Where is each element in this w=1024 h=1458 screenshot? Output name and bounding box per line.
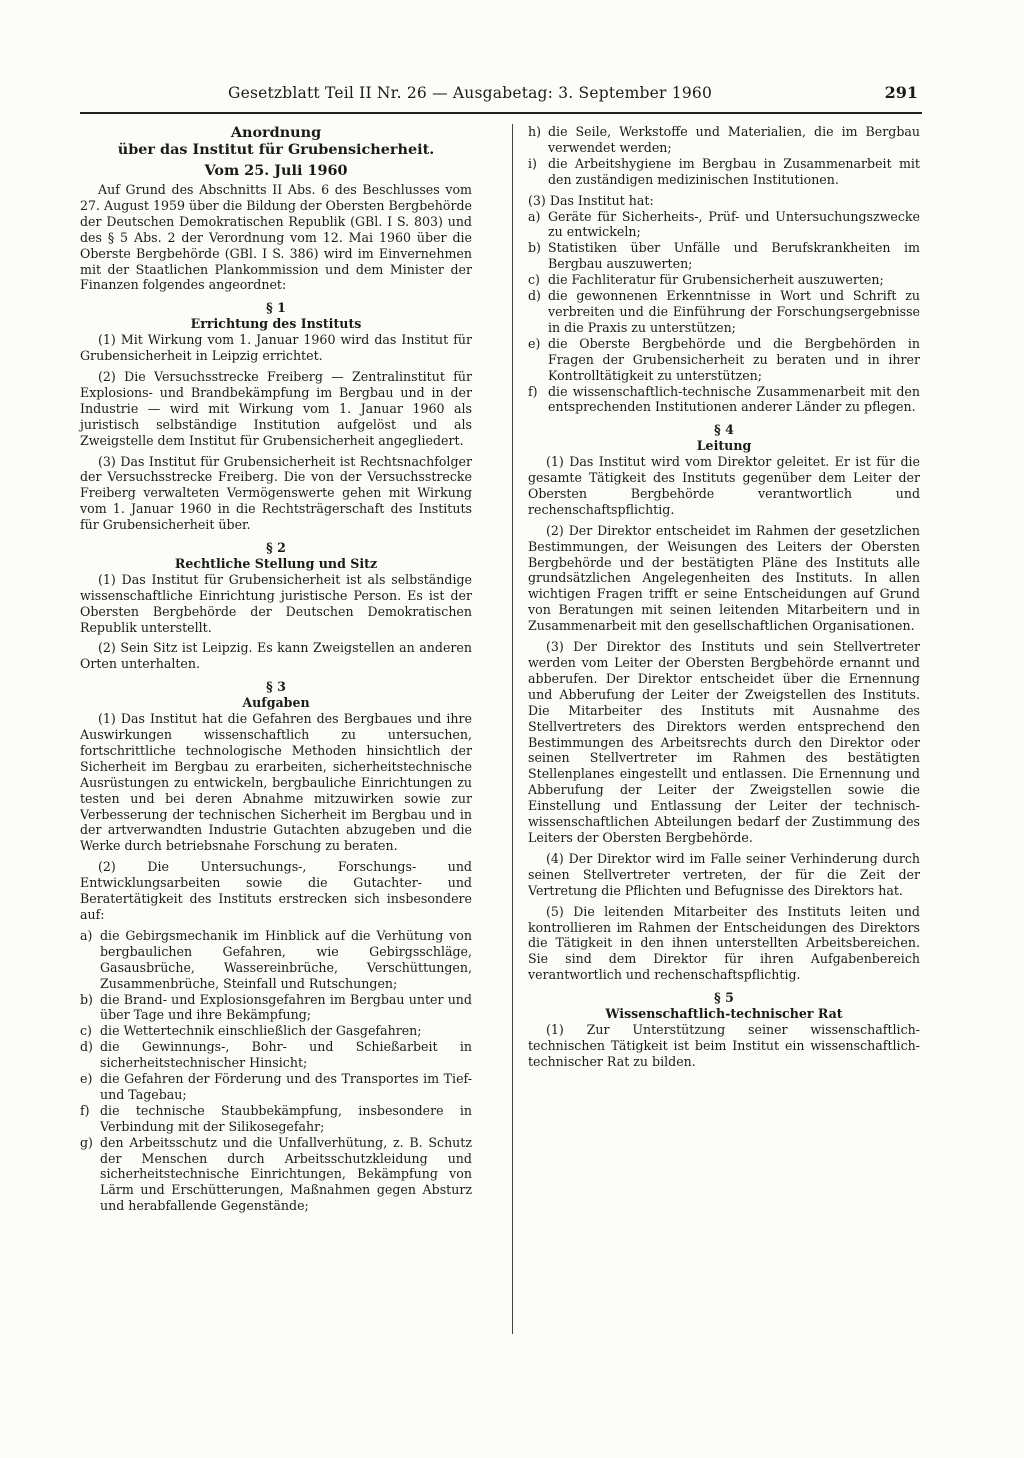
list-item: f) die technische Staubbekämpfung, insbesondere in Verbindung mit der Silikosegefahr; bbox=[80, 1102, 472, 1134]
list-item: a) die Gebirgsmechanik im Hinblick auf die Verhütung von bergbaulichen Gefahren, wie Gebirgsschläge, Gasausbrüche, Wassereinbrüche, Verschüttungen, Zusammenbrüche, Steinfall und Rutschungen; bbox=[80, 927, 472, 991]
list-item: g) den Arbeitsschutz und die Unfallverhütung, z. B. Schutz der Menschen durch Arbeitsschutzkleidung und sicherheitstechnische Einrichtungen, Bekämpfung von Lärm und Erschütterungen, Maßnahmen gegen Absturz und herabfallende Gegenstände; bbox=[80, 1134, 472, 1214]
right-column bbox=[528, 124, 920, 1070]
list-item: a) Geräte für Sicherheits-, Prüf- und Untersuchungszwecke zu entwickeln; bbox=[528, 208, 920, 240]
section-1-number: § 1 bbox=[266, 300, 286, 316]
s4-paragraph-1: (1) Das Institut wird vom Direktor geleitet. Er ist für die gesamte Tätigkeit des Instituts gegenüber dem Leiter der Obersten Bergbehörde verantwortlich und rechenschaftspflichtig. bbox=[528, 454, 920, 517]
title-line-2: über das Institut für Grubensicherheit. bbox=[117, 141, 435, 158]
s1-paragraph-2: (2) Die Versuchsstrecke Freiberg — Zentralinstitut für Explosions- und Brandbekämpfung im Bergbau und in der Industrie — wird mit Wirkung vom 1. Januar 1960 als juristisch selbständige Institution aufgelöst und als Zweigstelle dem Institut für Grubensicherheit angegliedert. bbox=[80, 368, 472, 448]
list-item: c) die Wettertechnik einschließlich der Gasgefahren; bbox=[80, 1023, 422, 1039]
header-rule bbox=[80, 112, 922, 114]
list-item: d) die gewonnenen Erkenntnisse in Wort und Schrift zu verbreiten und die Einführung der Forschungsergebnisse in die Praxis zu unterstützen; bbox=[528, 288, 920, 335]
s4-paragraph-4: (4) Der Direktor wird im Falle seiner Verhinderung durch seinen Stellvertreter vertreten, der für die Zeit der Vertretung die Pflichten und Befugnisse des Direktors hat. bbox=[528, 850, 920, 898]
s4-paragraph-5: (5) Die leitenden Mitarbeiter des Instituts leiten und kontrollieren im Rahmen der Entscheidungen des Direktors die Tätigkeit in den ihnen unterstellten Arbeitsbereichen. Sie sind dem Direktor für ihren Aufgabenbereich verantwortlich und rechenschaftspflichtig. bbox=[528, 903, 920, 983]
list-item: h) die Seile, Werkstoffe und Materialien, die im Bergbau verwendet werden; bbox=[528, 124, 920, 155]
list-item: i) die Arbeitshygiene im Bergbau in Zusammenarbeit mit den zuständigen medizinischen Institutionen. bbox=[528, 155, 920, 187]
preamble: Auf Grund des Abschnitts II Abs. 6 des Beschlusses vom 27. August 1959 über die Bildung der Obersten Bergbehörde der Deutschen Demokratischen Republik (GBl. I S. 803) und des § 5 Abs. 2 der Verordnung vom 12. Mai 1960 über die Oberste Bergbehörde (GBl. I S. 386) wird im Einvernehmen mit der Staatlichen Plankommission und dem Minister der Finanzen folgendes angeordnet: bbox=[80, 182, 472, 293]
list-item: b) Statistiken über Unfälle und Berufskrankheiten im Bergbau auszuwerten; bbox=[528, 240, 920, 272]
s5-paragraph-1: (1) Zur Unterstützung seiner wissenschaftlich-technischen Tätigkeit ist beim Institut ein wissenschaftlich-technischer Rat zu bilden. bbox=[528, 1021, 920, 1069]
section-2-number: § 2 bbox=[266, 540, 286, 556]
s3-paragraph-1: (1) Das Institut hat die Gefahren des Bergbaues und ihre Auswirkungen wissenschaftlich zu untersuchen, fortschrittliche technologische Methoden hinsichtlich der Sicherheit im Bergbau zu erarbeiten, sicherheitstechnische Ausrüstungen zu entwickeln, bergbauliche Einrichtungen zu testen und bei deren Abnahme mitzuwirken sowie zur Verbesserung der technischen Sicherheit im Bergbau und in der artverwandten Industrie Gutachten abzugeben und die Werke durch betriebsnahe Forschung zu beraten. bbox=[80, 711, 472, 854]
running-header bbox=[228, 84, 918, 108]
section-5-number: § 5 bbox=[714, 990, 734, 1006]
s3-paragraph-3: (3) Das Institut hat: bbox=[528, 192, 654, 208]
s4-paragraph-2: (2) Der Direktor entscheidet im Rahmen der gesetzlichen Bestimmungen, der Weisungen des Leiters der Obersten Bergbehörde und der bestätigten Pläne des Instituts alle grundsätzlichen Angelegenheiten des Instituts. In allen wichtigen Fragen trifft er seine Entscheidungen auf Grund von Beratungen mit seinen leitenden Mitarbeitern und in Zusammenarbeit mit den gesellschaftlichen Organisationen. bbox=[528, 522, 920, 634]
list-item: f) die wissenschaftlich-technische Zusammenarbeit mit den entsprechenden Institutionen anderer Länder zu pflegen. bbox=[528, 383, 920, 415]
list-item: e) die Gefahren der Förderung und des Transportes im Tief- und Tagebau; bbox=[80, 1071, 472, 1102]
section-5-title: Wissenschaftlich-technischer Rat bbox=[605, 1006, 843, 1022]
left-column bbox=[80, 124, 472, 1214]
list-item: b) die Brand- und Explosionsgefahren im Bergbau unter und über Tage und ihre Bekämpfung; bbox=[80, 991, 472, 1023]
header-text: Gesetzblatt Teil II Nr. 26 — Ausgabetag: 3. September 1960 bbox=[228, 84, 713, 102]
s2-paragraph-2: (2) Sein Sitz ist Leipzig. Es kann Zweigstellen an anderen Orten unterhalten. bbox=[80, 640, 472, 672]
section-4-number: § 4 bbox=[714, 422, 734, 438]
title-date: Vom 25. Juli 1960 bbox=[204, 162, 348, 179]
section-3-number: § 3 bbox=[266, 679, 286, 695]
s3-paragraph-2: (2) Die Untersuchungs-, Forschungs- und Entwicklungsarbeiten sowie die Gutachter- und Beratertätigkeit des Instituts erstrecken sich insbesondere auf: bbox=[80, 859, 472, 922]
section-4-title: Leitung bbox=[696, 438, 752, 454]
section-1-title: Errichtung des Instituts bbox=[190, 316, 362, 332]
s1-paragraph-1: (1) Mit Wirkung vom 1. Januar 1960 wird das Institut für Grubensicherheit in Leipzig errichtet. bbox=[80, 332, 472, 364]
title-line-1: Anordnung bbox=[230, 124, 322, 141]
section-2-title: Rechtliche Stellung und Sitz bbox=[174, 555, 378, 571]
section-3-title: Aufgaben bbox=[242, 695, 310, 711]
list-item: d) die Gewinnungs-, Bohr- und Schießarbeit in sicherheitstechnischer Hinsicht; bbox=[80, 1039, 472, 1071]
s2-paragraph-1: (1) Das Institut für Grubensicherheit ist als selbständige wissenschaftliche Einrichtung juristische Person. Es ist der Obersten Bergbehörde der Deutschen Demokratischen Republik unterstellt. bbox=[80, 571, 472, 635]
page-number: 291 bbox=[884, 83, 918, 102]
list-item: c) die Fachliteratur für Grubensicherheit auszuwerten; bbox=[528, 272, 884, 288]
list-item: e) die Oberste Bergbehörde und die Bergbehörden in Fragen der Grubensicherheit zu beraten und in ihrer Kontrolltätigkeit zu unterstützen; bbox=[528, 335, 920, 383]
column-divider bbox=[512, 124, 513, 1334]
s1-paragraph-3: (3) Das Institut für Grubensicherheit ist Rechtsnachfolger der Versuchsstrecke Freiberg. Die von der Versuchsstrecke Freiberg verwalteten Vermögenswerte gehen mit Wirkung vom 1. Januar 1960 in die Rechtsträgerschaft des Instituts für Grubensicherheit über. bbox=[80, 453, 472, 533]
s4-paragraph-3: (3) Der Direktor des Instituts und sein Stellvertreter werden vom Leiter der Obersten Bergbehörde ernannt und abberufen. Der Direktor entscheidet über die Ernennung und Abberufung der Leiter der Zweigstellen des Instituts. Die Mitarbeiter des Instituts mit Ausnahme des Stellvertreters des Direktors werden entsprechend den Bestimmungen des Arbeitsrechts durch den Direktor oder seinen Stellvertreter im Rahmen des bestätigten Stellenplanes eingestellt und entlassen. Die Ernennung und Abberufung der Leiter der Zweigstellen sowie die Einstellung und Entlassung der Leiter der technisch-wissenschaftlichen Abteilungen bedarf der Zustimmung des Leiters der Obersten Bergbehörde. bbox=[528, 639, 920, 845]
